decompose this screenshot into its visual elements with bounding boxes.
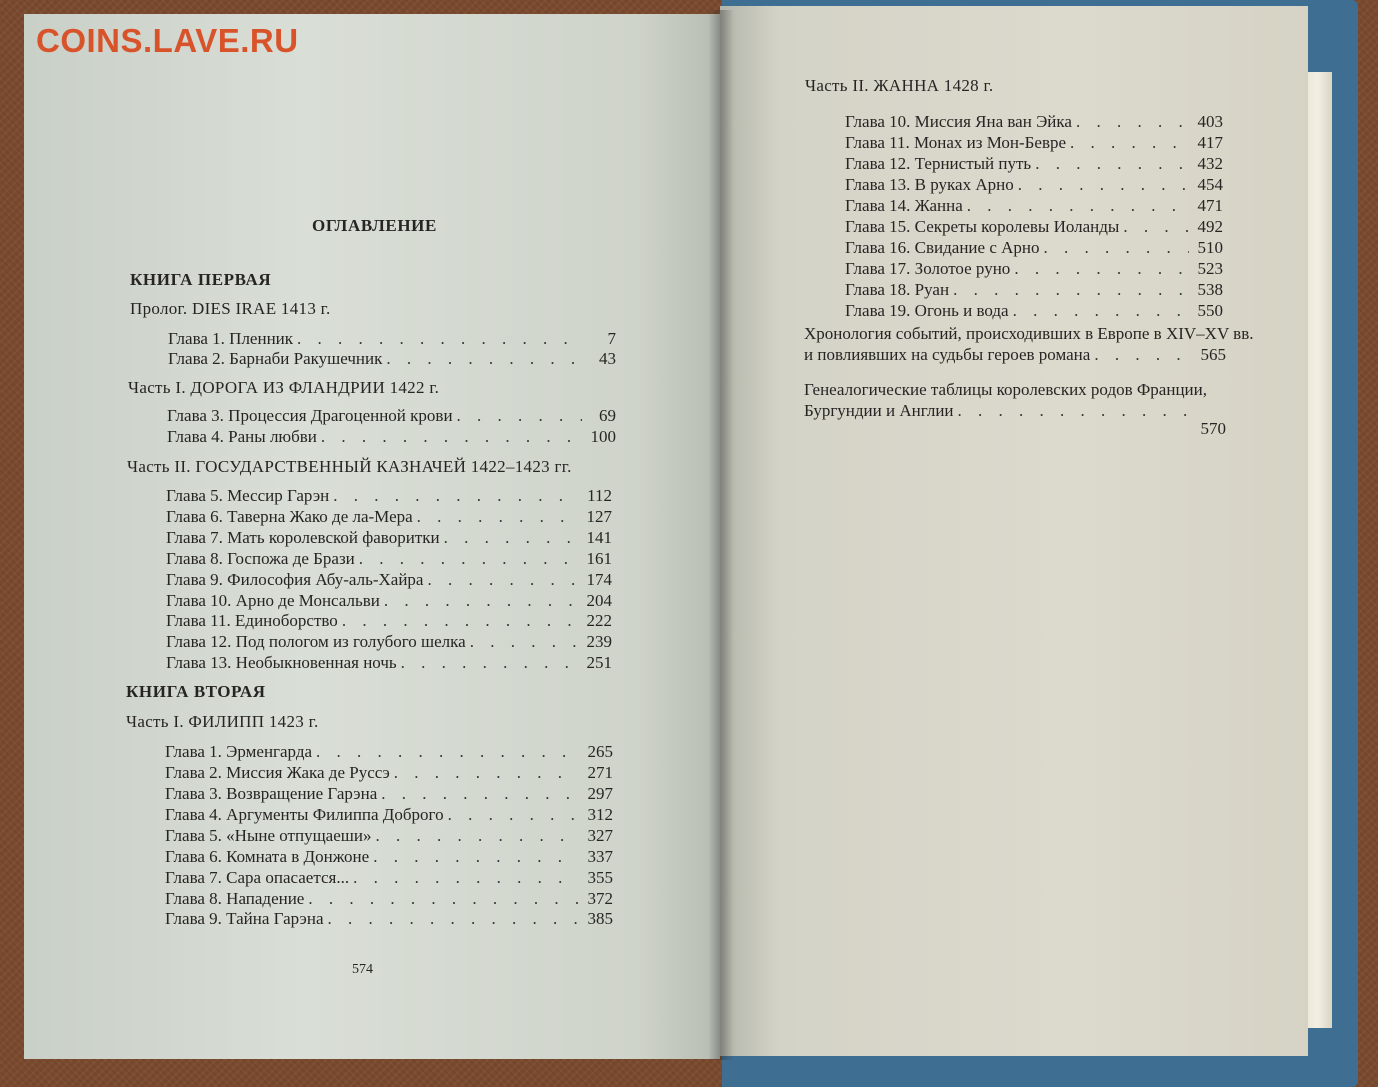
entry-title: Глава 10. Арно де Монсальви — [166, 591, 380, 610]
leader-dots — [375, 826, 579, 846]
toc-entry-chronology — [804, 345, 1226, 365]
entry-page: 43 — [599, 349, 616, 368]
entry-title: Глава 11. Единоборство — [166, 611, 338, 630]
toc-entry — [168, 349, 616, 369]
toc-entry — [166, 570, 612, 590]
entry-page: 271 — [587, 763, 613, 782]
toc-entry — [165, 763, 613, 783]
part2-title: Часть II. ГОСУДАРСТВЕННЫЙ КАЗНАЧЕЙ 1422–1423 гг. — [127, 457, 572, 476]
leader-dots — [967, 196, 1189, 216]
entry-title: Глава 9. Философия Абу-аль-Хайра — [166, 570, 424, 589]
entry-page: 550 — [1197, 301, 1223, 320]
entry-page: 492 — [1197, 217, 1223, 236]
entry-page: 127 — [586, 507, 612, 526]
toc-entry — [166, 549, 612, 569]
toc-title: ОГЛАВЛЕНИЕ — [312, 216, 437, 235]
toc-entry — [165, 805, 613, 825]
leader-dots — [381, 784, 579, 804]
leader-dots — [359, 549, 578, 569]
toc-entry — [166, 611, 612, 631]
entry-page: 337 — [587, 847, 613, 866]
leader-dots — [321, 427, 582, 447]
entry-page: 327 — [587, 826, 613, 845]
left-page — [24, 14, 720, 1059]
entry-page: 570 — [1200, 419, 1226, 438]
leader-dots — [448, 805, 579, 825]
entry-title: Глава 13. В руках Арно — [845, 175, 1014, 194]
toc-entry — [165, 784, 613, 804]
book2-part1-title: Часть I. ФИЛИПП 1423 г. — [126, 712, 319, 731]
entry-title: Глава 15. Секреты королевы Иоланды — [845, 217, 1120, 236]
entry-title: Глава 6. Таверна Жако де ла-Мера — [166, 507, 413, 526]
entry-title: Глава 5. Мессир Гарэн — [166, 486, 330, 505]
entry-title: Глава 6. Комната в Донжоне — [165, 847, 370, 866]
leader-dots — [386, 349, 582, 369]
leader-dots — [297, 329, 582, 349]
entry-title: Глава 4. Раны любви — [167, 427, 317, 446]
entry-title: Бургундии и Англии — [804, 401, 954, 420]
toc-entry — [167, 406, 616, 426]
entry-title: Глава 19. Огонь и вода — [845, 301, 1009, 320]
toc-entry — [165, 868, 613, 888]
leader-dots — [1014, 259, 1189, 279]
book-gutter — [708, 10, 734, 1060]
entry-page: 100 — [590, 427, 616, 446]
entry-page: 204 — [586, 591, 612, 610]
entry-title: Глава 11. Монах из Мон-Бевре — [845, 133, 1067, 152]
genealogy-line1: Генеалогические таблицы королевских родов Франции, — [804, 380, 1207, 399]
entry-page: 297 — [587, 784, 613, 803]
entry-page: 141 — [586, 528, 612, 547]
toc-entry — [845, 175, 1223, 195]
toc-entry-genealogy — [804, 401, 1226, 438]
toc-entry — [845, 238, 1223, 258]
entry-page: 403 — [1197, 112, 1223, 131]
leader-dots — [401, 653, 578, 673]
leader-dots — [316, 742, 579, 762]
leader-dots — [373, 847, 579, 867]
leader-dots — [1094, 345, 1192, 365]
leader-dots — [1035, 154, 1189, 174]
entry-page: 112 — [587, 486, 612, 505]
entry-page: 565 — [1200, 345, 1226, 364]
entry-page: 355 — [587, 868, 613, 887]
leader-dots — [1013, 301, 1189, 321]
leader-dots — [457, 406, 582, 426]
entry-title: Глава 13. Необыкновенная ночь — [166, 653, 397, 672]
toc-entry — [166, 507, 612, 527]
entry-title: Глава 3. Возвращение Гарэна — [165, 784, 378, 803]
toc-entry — [845, 217, 1223, 237]
entry-title: Глава 10. Миссия Яна ван Эйка — [845, 112, 1072, 131]
entry-page: 523 — [1197, 259, 1223, 278]
entry-page: 222 — [586, 611, 612, 630]
entry-page: 312 — [587, 805, 613, 824]
toc-entry — [845, 280, 1223, 300]
entry-title: Глава 7. Мать королевской фаворитки — [166, 528, 440, 547]
entry-title: Глава 1. Пленник — [168, 329, 294, 348]
toc-entry — [165, 909, 613, 929]
entry-title: Глава 9. Тайна Гарэна — [165, 909, 324, 928]
book2-title: КНИГА ВТОРАЯ — [126, 682, 266, 701]
entry-page: 7 — [607, 329, 616, 348]
entry-page: 265 — [587, 742, 613, 761]
prologue-title: Пролог. DIES IRAE 1413 г. — [130, 299, 331, 318]
entry-page: 251 — [586, 653, 612, 672]
entry-page: 510 — [1197, 238, 1223, 257]
toc-entry — [165, 847, 613, 867]
entry-title: Глава 3. Процессия Драгоценной крови — [167, 406, 453, 425]
toc-entry — [165, 826, 613, 846]
leader-dots — [417, 507, 578, 527]
entry-page: 174 — [586, 570, 612, 589]
book1-title: КНИГА ПЕРВАЯ — [130, 270, 272, 289]
leader-dots — [470, 632, 578, 652]
leader-dots — [444, 528, 578, 548]
entry-title: Глава 1. Эрменгарда — [165, 742, 313, 761]
leader-dots — [1076, 112, 1189, 132]
chronology-line1: Хронология событий, происходивших в Европе в XIV–XV вв. — [804, 324, 1254, 343]
entry-title: Глава 14. Жанна — [845, 196, 963, 215]
leader-dots — [333, 486, 578, 506]
page-number: 574 — [352, 962, 373, 977]
entry-page: 239 — [586, 632, 612, 651]
entry-title: и повлиявших на судьбы героев романа — [804, 345, 1091, 364]
entry-page: 69 — [599, 406, 616, 425]
toc-entry — [845, 112, 1223, 132]
toc-entry — [845, 196, 1223, 216]
toc-entry — [845, 301, 1223, 321]
leader-dots — [1070, 133, 1189, 153]
toc-entry — [845, 154, 1223, 174]
entry-title: Глава 18. Руан — [845, 280, 950, 299]
leader-dots — [384, 591, 578, 611]
entry-title: Глава 4. Аргументы Филиппа Доброго — [165, 805, 444, 824]
entry-title: Глава 8. Госпожа де Брази — [166, 549, 355, 568]
entry-title: Глава 12. Тернистый путь — [845, 154, 1032, 173]
leader-dots — [342, 611, 578, 631]
entry-title: Глава 17. Золотое руно — [845, 259, 1011, 278]
leader-dots — [1018, 175, 1189, 195]
leader-dots — [308, 889, 579, 909]
leader-dots — [394, 763, 579, 783]
leader-dots — [328, 909, 580, 929]
toc-entry — [167, 427, 616, 447]
entry-title: Глава 7. Сара опасается... — [165, 868, 350, 887]
toc-entry — [165, 742, 613, 762]
entry-page: 471 — [1197, 196, 1223, 215]
entry-page: 432 — [1197, 154, 1223, 173]
leader-dots — [353, 868, 579, 888]
entry-page: 417 — [1197, 133, 1223, 152]
toc-entry — [166, 653, 612, 673]
right-page — [720, 6, 1308, 1056]
part2-title: Часть II. ЖАННА 1428 г. — [805, 76, 994, 95]
entry-page: 538 — [1197, 280, 1223, 299]
leader-dots — [1123, 217, 1189, 237]
entry-title: Глава 12. Под пологом из голубого шелка — [166, 632, 466, 651]
toc-entry — [845, 133, 1223, 153]
leader-dots — [1044, 238, 1190, 258]
entry-title: Глава 16. Свидание с Арно — [845, 238, 1040, 257]
toc-entry — [166, 528, 612, 548]
entry-page: 161 — [586, 549, 612, 568]
leader-dots — [427, 570, 578, 590]
toc-entry — [845, 259, 1223, 279]
entry-page: 372 — [587, 889, 613, 908]
toc-entry — [168, 329, 616, 349]
entry-title: Глава 5. «Ныне отпущаеши» — [165, 826, 372, 845]
entry-title: Глава 2. Барнаби Ракушечник — [168, 349, 383, 368]
toc-entry — [165, 889, 613, 909]
toc-entry — [166, 591, 612, 611]
entry-page: 385 — [587, 909, 613, 928]
leader-dots — [958, 401, 1192, 421]
entry-page: 454 — [1197, 175, 1223, 194]
entry-title: Глава 2. Миссия Жака де Руссэ — [165, 763, 390, 782]
toc-entry — [166, 632, 612, 652]
entry-title: Глава 8. Нападение — [165, 889, 305, 908]
leader-dots — [953, 280, 1189, 300]
watermark-text: COINS.LAVE.RU — [36, 22, 299, 59]
part1-title: Часть I. ДОРОГА ИЗ ФЛАНДРИИ 1422 г. — [128, 378, 440, 397]
toc-entry — [166, 486, 612, 506]
